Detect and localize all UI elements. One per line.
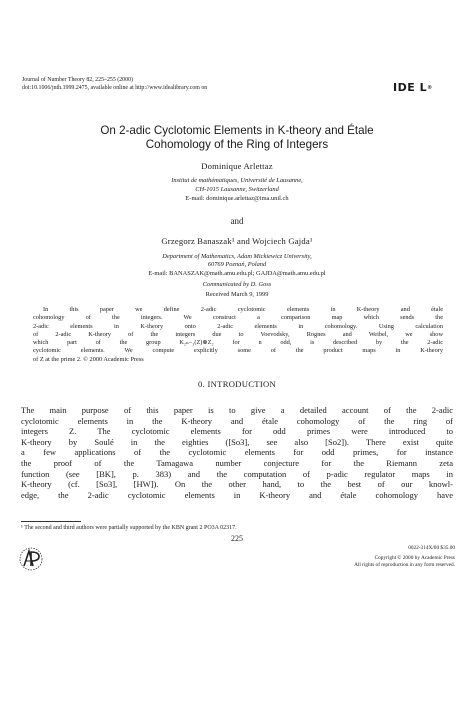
section-heading: 0. INTRODUCTION <box>197 379 277 389</box>
issn-price: 0022-314X/00 $35.00 <box>408 545 455 551</box>
affiliation-line: 60769 Poznań, Poland <box>207 261 267 268</box>
body-line: K-theory (cf. [So3], [HW]). On the other hand, to the best of our knowl- <box>21 479 453 490</box>
abstract-line: of Z at the prime 2. © 2000 Academic Press <box>33 355 144 363</box>
abstract-line: 2-adic elements in K-theory onto 2-adic elements in cohomology. Using calculation <box>33 322 443 330</box>
body-line: edge, the 2-adic cyclotomic elements in K-theory and étale cohomology have <box>21 489 453 500</box>
copyright-line: Copyright © 2000 by Academic Press <box>374 555 455 561</box>
and-separator: and <box>230 216 244 226</box>
author-names: Grzegorz Banaszak¹ and Wojciech Gajda¹ <box>161 236 313 246</box>
abstract <box>33 306 443 364</box>
abstract-line: cohomology of the integers. We construct a comparison map which sends the <box>33 314 443 322</box>
journal-citation: Journal of Number Theory 82, 225–255 (2000) <box>22 77 133 83</box>
body-line: The main purpose of this paper is to give a detailed account of the 2-adic <box>21 405 453 415</box>
affiliation-line: Institut de mathématiques, Université de Lausanne, <box>171 177 303 184</box>
paper-title-line-2: Cohomology of the Ring of Integers <box>145 138 329 151</box>
paper-title-line-1: On 2-adic Cyclotomic Elements in K-theory and Étale <box>100 124 374 137</box>
body-line: function (see [BK], p. 383) and the computation of p-adic regulator maps in <box>21 468 453 479</box>
body-line: the proof of the Tamagawa number conjecture for the Riemann zeta <box>21 457 453 468</box>
communicated-by: Communicated by D. Goss <box>202 281 272 288</box>
abstract-line: of 2-adic K-theory of the integers due to Voevodsky, Rognes and Weibel, we show <box>33 330 443 338</box>
abstract-line: cyclotomic elements. We compute explicitly some of the product maps in K-theory <box>33 347 443 355</box>
author-email: E-mail: BANASZAK@math.amu.edu.pl; GAJDA@math.amu.edu.pl <box>148 270 326 277</box>
page-number: 225 <box>231 534 243 543</box>
footnote: ¹ The second and third authors were partially supported by the KBN grant 2 PO3A 02317. <box>21 525 237 531</box>
body-paragraph <box>21 405 453 500</box>
ideal-logo: IDE L® <box>393 81 433 94</box>
body-line: K-theory by Soulé in the eighties ([So3], see also [So2]). There exist quite <box>21 436 453 447</box>
body-line: integers Z. The cyclotomic elements for odd primes were introduced to <box>21 426 453 437</box>
author-name: Dominique Arlettaz <box>201 161 273 171</box>
academic-press-logo-icon <box>18 544 44 574</box>
author-email: E-mail: dominique.arlettaz@ima.unil.ch <box>185 195 289 202</box>
rights-line: All rights of reproduction in any form reserved. <box>354 561 455 568</box>
body-line: a few applications of the cyclotomic elements for odd primes, for instance <box>21 447 453 458</box>
abstract-line: which part of the group K₂ₙ₋₁(Z)⊗Z₂ for n odd, is described by the 2-adic <box>33 339 443 346</box>
abstract-line: In this paper we define 2-adic cyclotomic elements in K-theory and étale <box>43 306 443 313</box>
received-date: Received March 9, 1999 <box>205 291 269 298</box>
footnote-rule <box>21 521 81 522</box>
doi-line: doi:10.1006/jnth.1999.2475, available online at http://www.idealibrary.com on <box>22 85 208 91</box>
affiliation-line: Department of Mathematics, Adam Mickiewicz University, <box>162 253 312 260</box>
affiliation-line: CH-1015 Lausanne, Switzerland <box>195 186 279 193</box>
body-line: cyclotomic elements in the K-theory and étale cohomology of the ring of <box>21 415 453 426</box>
